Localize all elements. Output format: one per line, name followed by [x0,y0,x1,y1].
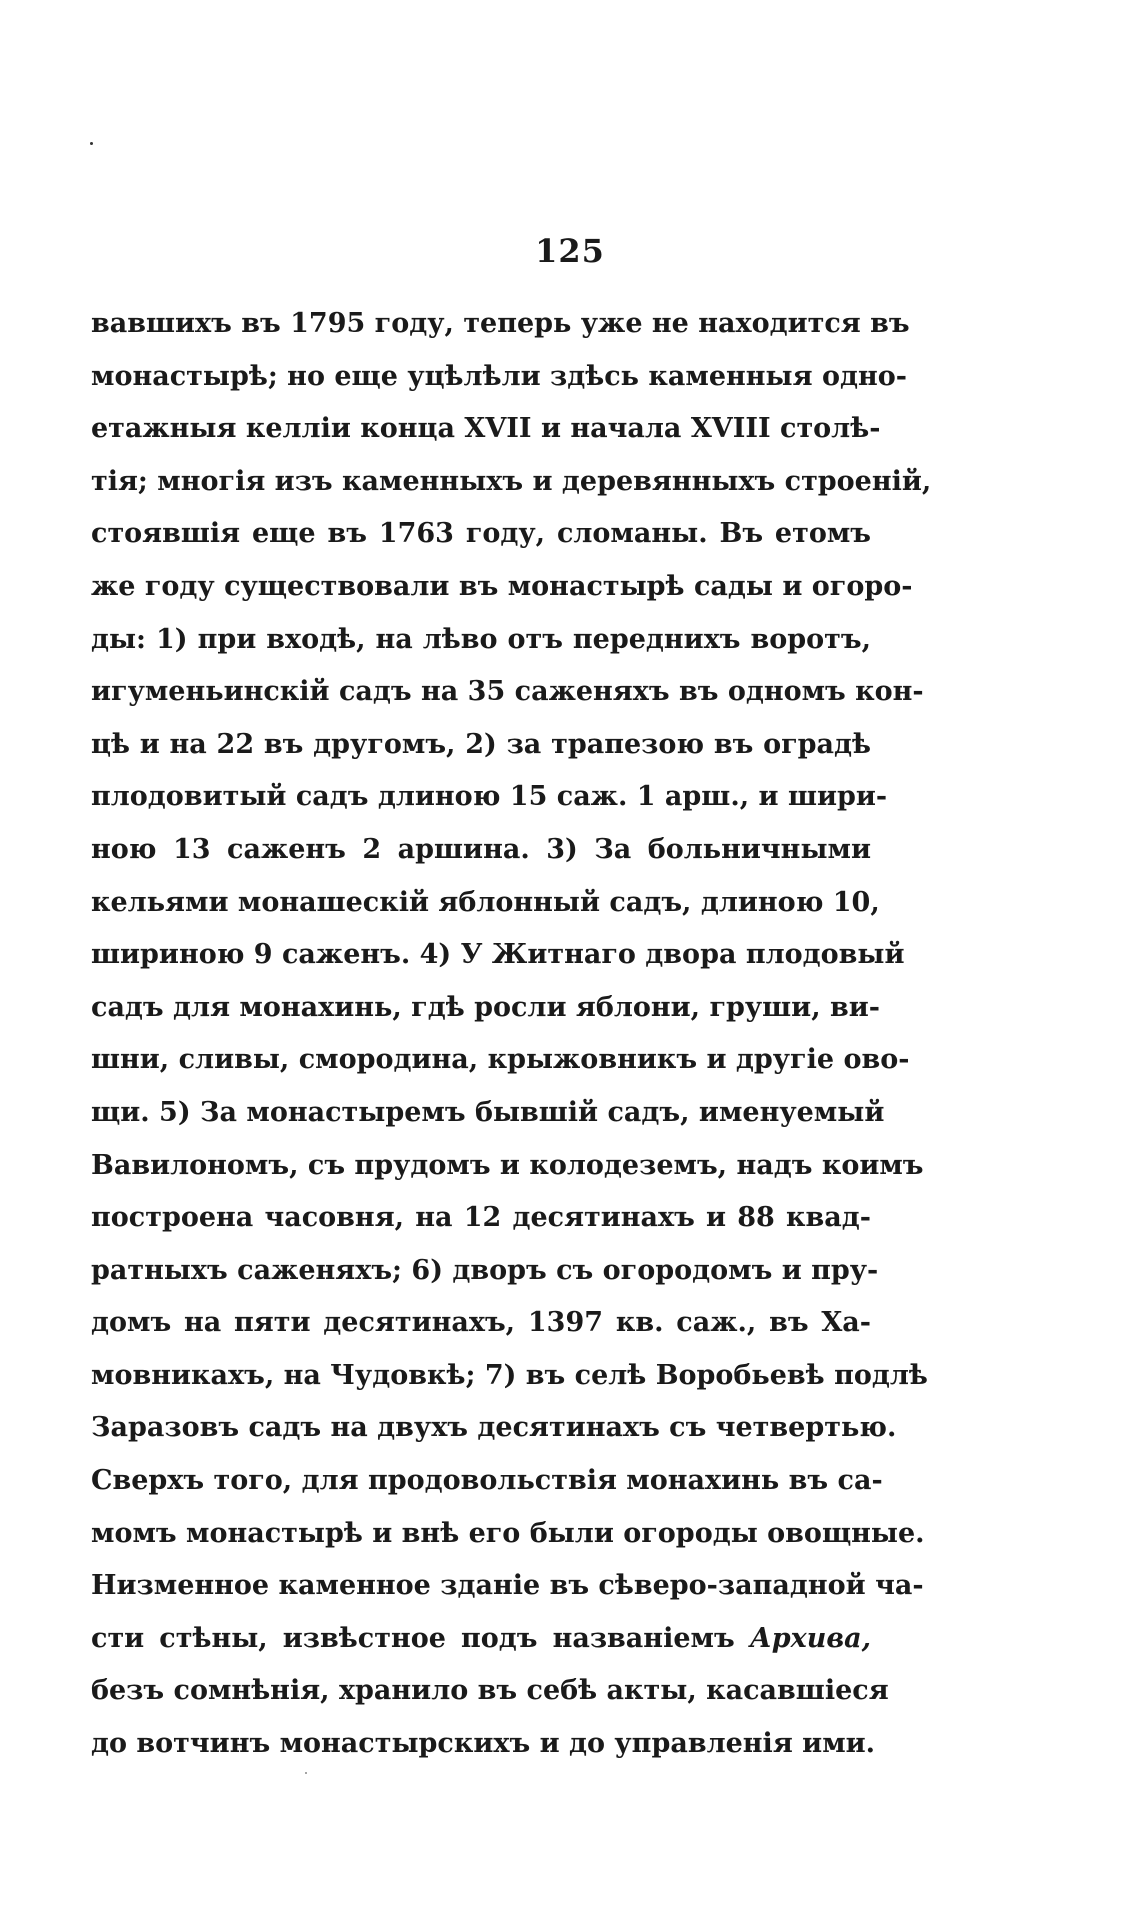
text-line: Вавилономъ, съ прудомъ и колодеземъ, надъ коимъ [91,1149,924,1181]
text-line: стоявшія еще въ 1763 году, сломаны. Въ етомъ [91,518,871,550]
text-line: шни, сливы, смородина, крыжовникъ и другіе ово- [91,1044,910,1076]
text-line: тія; многія изъ каменныхъ и деревянныхъ строеній, [91,465,932,497]
text-line: шириною 9 саженъ. 4) У Житнаго двора плодовый [91,939,905,971]
text-line: садъ для монахинь, гдѣ росли яблони, груши, ви- [91,991,880,1023]
text-line: мовникахъ, на Чудовкѣ; 7) въ селѣ Воробьевѣ подлѣ [91,1359,928,1391]
text-line: Сверхъ того, для продовольствія монахинь въ са- [91,1465,883,1497]
print-speck [305,1772,307,1774]
text-line: плодовитый садъ длиною 15 саж. 1 арш., и шири- [91,781,888,813]
text-line: вавшихъ въ 1795 году, теперь уже не находится въ [91,308,910,339]
print-speck [90,142,93,145]
text-line: ною 13 саженъ 2 аршина. 3) За больничными [91,833,871,865]
body-text [91,298,932,1771]
text-line-with-italic [91,1613,871,1666]
text-line: ратныхъ саженяхъ; 6) дворъ съ огородомъ и пру- [91,1254,879,1286]
text-line: монастырѣ; но еще уцѣлѣли здѣсь каменныя одно- [91,360,907,392]
text-line: Заразовъ садъ на двухъ десятинахъ съ четвертью. [91,1412,897,1444]
text-line: безъ сомнѣнія, хранило въ себѣ акты, касавшіеся [91,1675,889,1707]
text-line: Низменное каменное зданіе въ сѣверо-западной ча- [91,1570,924,1602]
text-line: кельями монашескій яблонный садъ, длиною 10, [91,886,880,918]
text-line: ды: 1) при входѣ, на лѣво отъ переднихъ воротъ, [91,623,871,655]
text-line: щи. 5) За монастыремъ бывшій садъ, именуемый [91,1096,885,1128]
text-line: етажныя келліи конца XVII и начала XVIII столѣ- [91,413,881,445]
text-line: игуменьинскій садъ на 35 саженяхъ въ одномъ кон- [91,676,924,708]
text-line: до вотчинъ монастырскихъ и до управленія ими. [91,1728,876,1760]
text-segment: сти стѣны, извѣстное подъ названіемъ [91,1622,750,1654]
text-line: же году существовали въ монастырѣ сады и огоро- [91,570,913,602]
text-line: момъ монастырѣ и внѣ его были огороды овощные. [91,1517,925,1549]
text-line: цѣ и на 22 въ другомъ, 2) за трапезою въ оградѣ [91,728,871,760]
text-line: построена часовня, на 12 десятинахъ и 88 квад- [91,1202,871,1234]
italic-word: Архива, [749,1622,871,1654]
page-number: 125 [535,232,605,270]
text-line: домъ на пяти десятинахъ, 1397 кв. саж., въ Ха- [91,1307,871,1339]
